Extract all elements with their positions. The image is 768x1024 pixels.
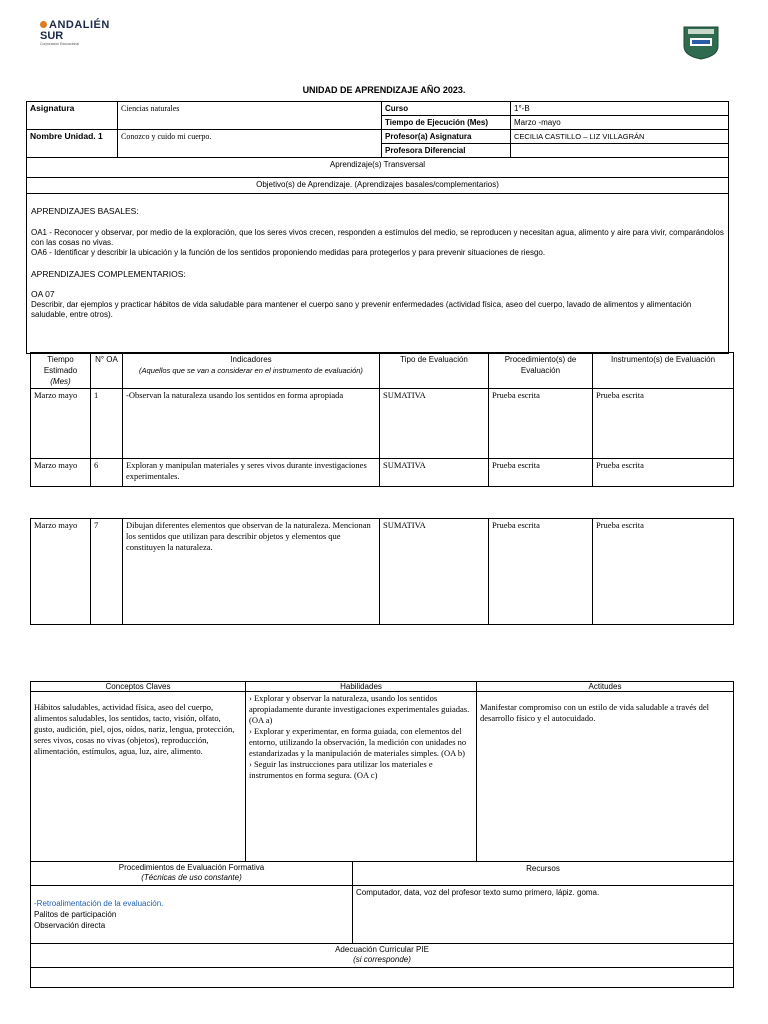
row1-instrumento: Prueba escrita — [593, 389, 734, 459]
table-row — [31, 389, 734, 459]
adecuacion-value — [31, 968, 734, 988]
procedimiento-item: Palitos de participación — [34, 910, 117, 919]
procedimientos-sub: (Técnicas de uso constante) — [141, 873, 242, 882]
row2-procedimiento: Prueba escrita — [489, 459, 593, 487]
tiempo-value: Marzo -mayo — [511, 116, 729, 130]
conceptos-header: Conceptos Claves — [31, 682, 246, 692]
row3-indicador: Dibujan diferentes elementos que observan de la naturaleza. Mencionan los sentidos que utilizan para describir objetos y elementos que constituyen la naturaleza. — [123, 519, 380, 625]
unidad-label: Nombre Unidad. 1 — [27, 130, 118, 158]
basales-title: APRENDIZAJES BASALES: — [31, 206, 139, 216]
conceptos-text: Hábitos saludables, actividad física, aseo del cuerpo, alimentos saludables, los sentidos, tacto, visión, olfato, gusto, audición, piel, ojos, oídos, nariz, lengua, protección, seres vivos, cosas no vivas (objetos), reproducción, alimentación, estímulos, agua, luz, aire, alimento. — [31, 692, 246, 862]
oa1-text: OA1 - Reconocer y observar, por medio de la exploración, que los seres vivos crecen, responden a estímulos del medio, se reproducen y necesitan agua, alimento y aire para vivir, comparándolos con las cosas no vivas. — [31, 228, 724, 247]
oa07-title: OA 07 — [31, 289, 55, 299]
th-oa: N° OA — [91, 353, 123, 389]
th-tiempo — [31, 353, 91, 389]
row3-tipo: SUMATIVA — [380, 519, 489, 625]
logo-sub: Corporación Educacional — [40, 42, 80, 46]
row3-tiempo: Marzo mayo — [31, 519, 91, 625]
th-procedimiento: Procedimiento(s) de Evaluación — [489, 353, 593, 389]
habilidad-c: › Seguir las instrucciones para utilizar los materiales e instrumentos en forma segura. (OA c) — [249, 759, 433, 780]
th-tiempo-label: Tiempo Estimado — [43, 355, 78, 375]
recursos-text: Computador, data, voz del profesor texto sumo primero, lápiz. goma. — [353, 886, 734, 944]
row2-tiempo: Marzo mayo — [31, 459, 91, 487]
habilidades-cell — [246, 692, 477, 862]
row3-instrumento: Prueba escrita — [593, 519, 734, 625]
objetivos-label: Objetivo(s) de Aprendizaje. (Aprendizajes basales/complementarios) — [27, 178, 729, 194]
row1-procedimiento: Prueba escrita — [489, 389, 593, 459]
shield-icon — [682, 24, 720, 60]
row1-tiempo: Marzo mayo — [31, 389, 91, 459]
asignatura-value: Ciencias naturales — [118, 102, 382, 130]
profesor-value: CECILIA CASTILLO – LIZ VILLAGRÁN — [511, 130, 729, 144]
row2-indicador: Exploran y manipulan materiales y seres vivos durante investigaciones experimentales. — [123, 459, 380, 487]
table-row — [31, 519, 734, 625]
procedimientos-cell — [31, 886, 353, 944]
school-logo-left — [40, 20, 120, 64]
logo-brand-line2: SUR — [40, 30, 64, 42]
row2-instrumento: Prueba escrita — [593, 459, 734, 487]
row1-indicador: -Observan la naturaleza usando los sentidos en forma apropiada — [123, 389, 380, 459]
logo-mark-icon — [40, 21, 47, 28]
diferencial-value — [511, 144, 729, 158]
objectives-cell — [27, 194, 729, 354]
procedimiento-item: Observación directa — [34, 921, 106, 930]
complementarios-title: APRENDIZAJES COMPLEMENTARIOS: — [31, 269, 186, 279]
row3-procedimiento: Prueba escrita — [489, 519, 593, 625]
page-title: UNIDAD DE APRENDIZAJE AÑO 2023. — [302, 85, 466, 95]
curso-value: 1°-B — [511, 102, 729, 116]
th-instrumento: Instrumento(s) de Evaluación — [593, 353, 734, 389]
procedimiento-item: -Retroalimentación de la evaluación. — [34, 899, 164, 908]
row3-oa: 7 — [91, 519, 123, 625]
th-indicadores — [123, 353, 380, 389]
row1-tipo: SUMATIVA — [380, 389, 489, 459]
eval-table-continued — [30, 518, 734, 625]
header-table — [26, 101, 729, 354]
diferencial-label: Profesora Diferencial — [382, 144, 511, 158]
actitudes-text: Manifestar compromiso con un estilo de vida saludable a través del desarrollo físico y el autocuidado. — [477, 692, 734, 862]
profesor-label: Profesor(a) Asignatura — [382, 130, 511, 144]
actitudes-header: Actitudes — [477, 682, 734, 692]
th-tiempo-sub: (Mes) — [50, 377, 71, 386]
procedimientos-header — [31, 862, 353, 886]
adecuacion-header — [31, 944, 734, 968]
table-row — [31, 459, 734, 487]
recursos-header: Recursos — [353, 862, 734, 886]
unidad-value: Conozco y cuido mi cuerpo. — [118, 130, 382, 158]
oa6-text: OA6 - Identificar y describir la ubicación y la función de los sentidos proponiendo medidas para protegerlos y para prevenir situaciones de riesgo. — [31, 248, 546, 257]
logo-brand-line1: ANDALIÉN — [49, 19, 110, 31]
school-badge-logo — [682, 24, 720, 60]
curso-label: Curso — [382, 102, 511, 116]
th-indicadores-sub: (Aquellos que se van a considerar en el instrumento de evaluación) — [139, 366, 363, 375]
row2-tipo: SUMATIVA — [380, 459, 489, 487]
row2-oa: 6 — [91, 459, 123, 487]
habilidad-b: › Explorar y experimentar, en forma guiada, con elementos del entorno, utilizando la observación, la medición con unidades no estandarizadas y la manipulación de materiales simples. (OA b) — [249, 726, 467, 758]
bottom-table — [30, 681, 734, 988]
procedimientos-label: Procedimientos de Evaluación Formativa — [118, 863, 265, 872]
adecuacion-sub: (si corresponde) — [353, 955, 411, 964]
habilidades-header: Habilidades — [246, 682, 477, 692]
th-tipo: Tipo de Evaluación — [380, 353, 489, 389]
tiempo-label: Tiempo de Ejecución (Mes) — [382, 116, 511, 130]
eval-table — [30, 352, 734, 487]
transversal-label: Aprendizaje(s) Transversal — [27, 158, 729, 178]
adecuacion-label: Adecuación Curricular PIE — [335, 945, 429, 954]
row1-oa: 1 — [91, 389, 123, 459]
asignatura-label: Asignatura — [27, 102, 118, 130]
th-indicadores-label: Indicadores — [230, 355, 272, 364]
oa07-text: Describir, dar ejemplos y practicar hábitos de vida saludable para mantener el cuerpo sano y prevenir enfermedades (actividad física, aseo del cuerpo, lavado de alimentos y alimentación saludable, entre otros). — [31, 300, 692, 319]
habilidad-a: › Explorar y observar la naturaleza, usando los sentidos apropiadamente durante investigaciones experimentales guiadas. (OA a) — [249, 693, 470, 725]
